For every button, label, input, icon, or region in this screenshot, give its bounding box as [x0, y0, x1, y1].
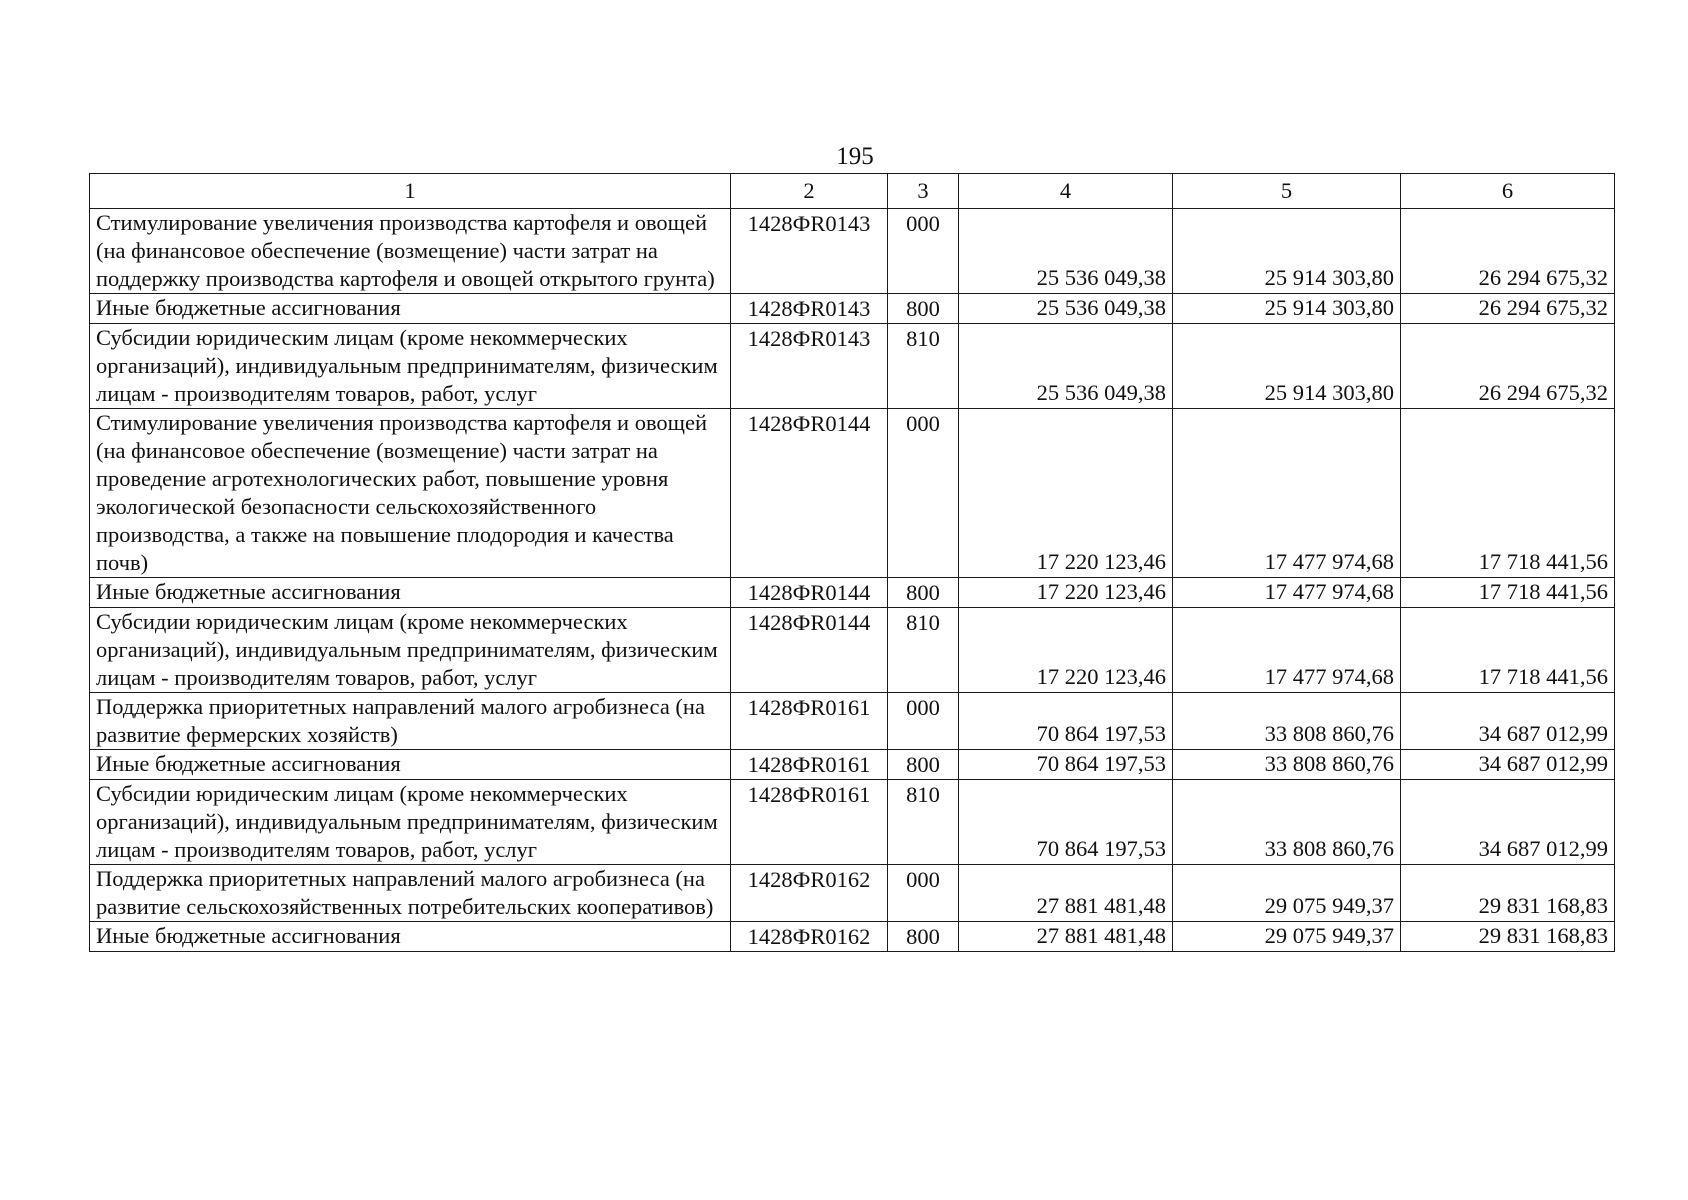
row-amount-col6: 34 687 012,99 [1401, 780, 1615, 865]
row-amount-col4: 70 864 197,53 [959, 750, 1173, 780]
row-amount-col4: 27 881 481,48 [959, 865, 1173, 922]
column-header: 6 [1401, 174, 1615, 209]
row-amount-col6: 34 687 012,99 [1401, 693, 1615, 750]
row-code-cell: 1428ФR0161 [731, 750, 888, 780]
column-header: 5 [1173, 174, 1401, 209]
row-amount-col5: 17 477 974,68 [1173, 608, 1401, 693]
row-amount-col6: 26 294 675,32 [1401, 294, 1615, 324]
table-row [90, 409, 1615, 578]
row-code-cell: 1428ФR0162 [731, 865, 888, 922]
row-code-cell: 1428ФR0162 [731, 922, 888, 952]
row-type-cell: 800 [888, 922, 959, 952]
table-row [90, 578, 1615, 608]
row-name-cell: Субсидии юридическим лицам (кроме некоммерческих организаций), индивидуальным предпринимателям, физическим лицам - производителям товаров, работ, услуг [90, 780, 731, 865]
row-amount-col4: 17 220 123,46 [959, 578, 1173, 608]
row-code-cell: 1428ФR0144 [731, 608, 888, 693]
row-type-cell: 000 [888, 865, 959, 922]
row-amount-col4: 70 864 197,53 [959, 693, 1173, 750]
row-name-cell: Поддержка приоритетных направлений малого агробизнеса (на развитие фермерских хозяйств) [90, 693, 731, 750]
row-amount-col6: 26 294 675,32 [1401, 324, 1615, 409]
row-amount-col4: 17 220 123,46 [959, 409, 1173, 578]
row-amount-col6: 17 718 441,56 [1401, 578, 1615, 608]
row-amount-col5: 29 075 949,37 [1173, 865, 1401, 922]
budget-table [89, 173, 1615, 952]
header-row [90, 174, 1615, 209]
row-amount-col4: 25 536 049,38 [959, 294, 1173, 324]
column-header: 1 [90, 174, 731, 209]
row-amount-col5: 25 914 303,80 [1173, 294, 1401, 324]
row-type-cell: 810 [888, 324, 959, 409]
table-row [90, 865, 1615, 922]
row-amount-col4: 70 864 197,53 [959, 780, 1173, 865]
row-amount-col5: 25 914 303,80 [1173, 209, 1401, 294]
row-code-cell: 1428ФR0143 [731, 324, 888, 409]
column-header: 4 [959, 174, 1173, 209]
row-type-cell: 800 [888, 750, 959, 780]
row-amount-col5: 29 075 949,37 [1173, 922, 1401, 952]
row-code-cell: 1428ФR0144 [731, 578, 888, 608]
row-name-cell: Поддержка приоритетных направлений малого агробизнеса (на развитие сельскохозяйственных потребительских кооперативов) [90, 865, 731, 922]
row-type-cell: 800 [888, 578, 959, 608]
table-row [90, 324, 1615, 409]
row-type-cell: 800 [888, 294, 959, 324]
table-row [90, 608, 1615, 693]
row-name-cell: Иные бюджетные ассигнования [90, 294, 731, 324]
table-row [90, 750, 1615, 780]
row-name-cell: Стимулирование увеличения производства картофеля и овощей (на финансовое обеспечение (возмещение) части затрат на проведение агротехнологических работ, повышение уровня экологической безопасности сельскохозяйственного производства, а также на повышение плодородия и качества почв) [90, 409, 731, 578]
table-row [90, 693, 1615, 750]
row-code-cell: 1428ФR0161 [731, 693, 888, 750]
row-amount-col5: 17 477 974,68 [1173, 578, 1401, 608]
row-amount-col4: 27 881 481,48 [959, 922, 1173, 952]
row-amount-col5: 17 477 974,68 [1173, 409, 1401, 578]
column-header: 3 [888, 174, 959, 209]
row-amount-col6: 29 831 168,83 [1401, 865, 1615, 922]
row-amount-col5: 33 808 860,76 [1173, 693, 1401, 750]
row-amount-col6: 26 294 675,32 [1401, 209, 1615, 294]
row-code-cell: 1428ФR0143 [731, 209, 888, 294]
row-code-cell: 1428ФR0143 [731, 294, 888, 324]
row-name-cell: Иные бюджетные ассигнования [90, 922, 731, 952]
row-name-cell: Субсидии юридическим лицам (кроме некоммерческих организаций), индивидуальным предпринимателям, физическим лицам - производителям товаров, работ, услуг [90, 324, 731, 409]
row-type-cell: 000 [888, 209, 959, 294]
table-row [90, 780, 1615, 865]
row-amount-col4: 17 220 123,46 [959, 608, 1173, 693]
row-name-cell: Стимулирование увеличения производства картофеля и овощей (на финансовое обеспечение (возмещение) части затрат на поддержку производства картофеля и овощей открытого грунта) [90, 209, 731, 294]
row-amount-col6: 17 718 441,56 [1401, 409, 1615, 578]
row-amount-col4: 25 536 049,38 [959, 324, 1173, 409]
row-type-cell: 000 [888, 693, 959, 750]
row-amount-col6: 17 718 441,56 [1401, 608, 1615, 693]
row-type-cell: 000 [888, 409, 959, 578]
row-amount-col5: 33 808 860,76 [1173, 750, 1401, 780]
row-amount-col6: 34 687 012,99 [1401, 750, 1615, 780]
page-number: 195 [836, 143, 874, 170]
row-amount-col4: 25 536 049,38 [959, 209, 1173, 294]
row-code-cell: 1428ФR0144 [731, 409, 888, 578]
table-row [90, 922, 1615, 952]
table-row [90, 294, 1615, 324]
column-header: 2 [731, 174, 888, 209]
row-amount-col5: 33 808 860,76 [1173, 780, 1401, 865]
row-name-cell: Субсидии юридическим лицам (кроме некоммерческих организаций), индивидуальным предпринимателям, физическим лицам - производителям товаров, работ, услуг [90, 608, 731, 693]
row-code-cell: 1428ФR0161 [731, 780, 888, 865]
row-amount-col6: 29 831 168,83 [1401, 922, 1615, 952]
row-name-cell: Иные бюджетные ассигнования [90, 578, 731, 608]
table-row [90, 209, 1615, 294]
row-type-cell: 810 [888, 780, 959, 865]
row-amount-col5: 25 914 303,80 [1173, 324, 1401, 409]
row-type-cell: 810 [888, 608, 959, 693]
row-name-cell: Иные бюджетные ассигнования [90, 750, 731, 780]
